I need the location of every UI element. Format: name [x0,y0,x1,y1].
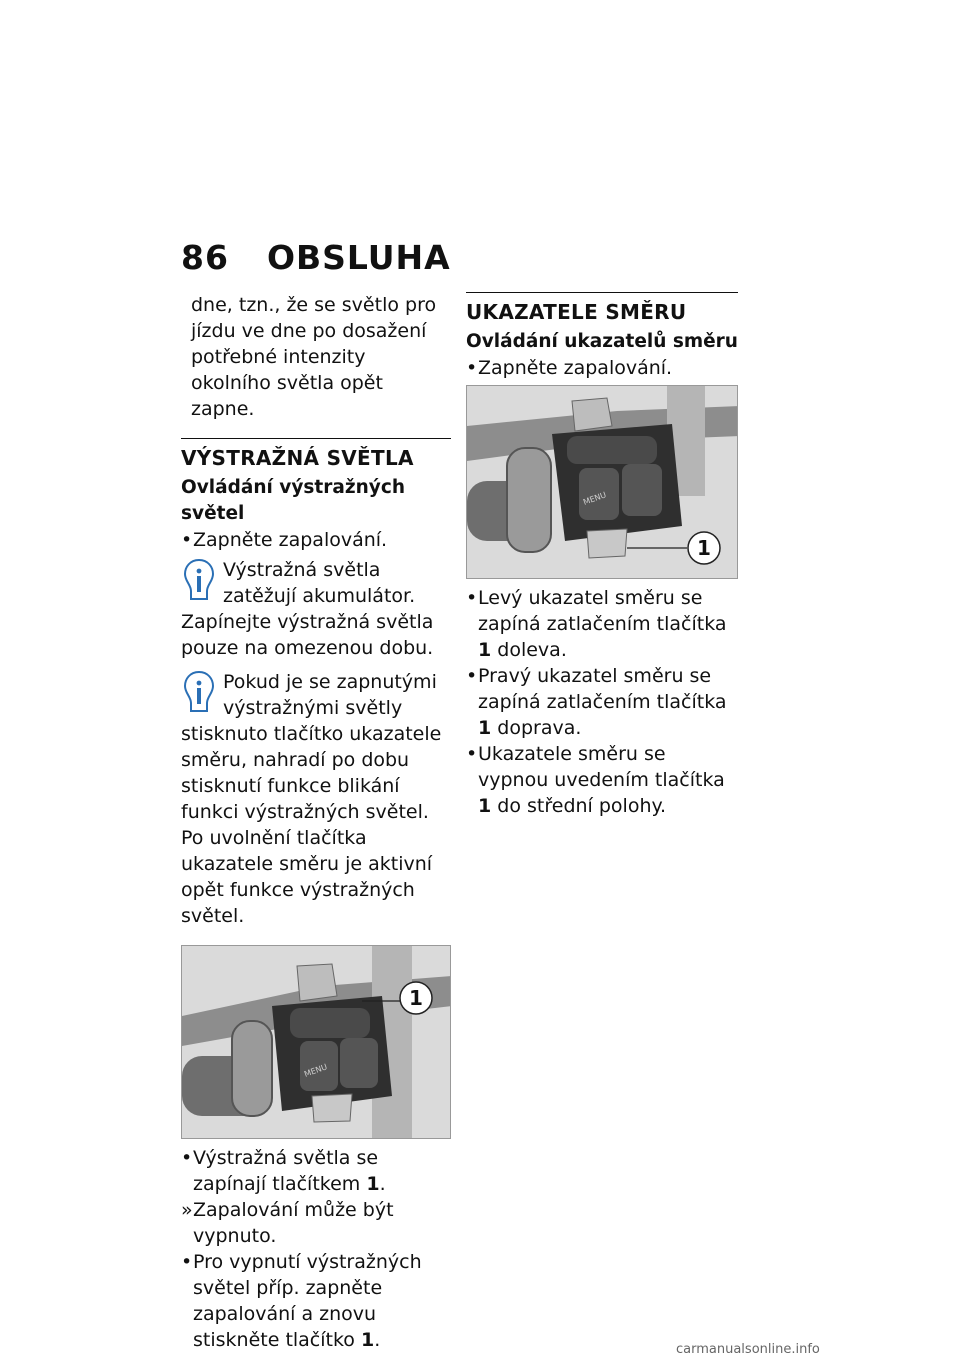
list-item: • Pro vypnutí výstražných světel příp. zapněte zapalování a znovu stiskněte tlačítko 1. [181,1251,422,1351]
section-divider [181,438,451,439]
list-item: • Zapněte zapalování. [466,357,673,379]
list-item: • Zapněte zapalování. [181,529,388,551]
list-item: • Levý ukazatel směru se zapíná zatlačením tlačítka 1 doleva. [466,587,727,661]
note-turn-signal: Pokud je se zapnutými výstražnými světly stisknuto tlačítko ukazatele směru, nahradí po dobu stisknutí funkce blikání funkci výstražných světel. Po uvolnění tlačítka ukazatele směru je aktivní opět funkce výstražných světel. [181,671,442,927]
note-battery: Výstražná světla zatěžují akumulátor. Zapínejte výstražná světla pouze na omezenou dobu. [181,559,434,659]
left-column [181,292,451,1353]
section-title: OBSLUHA [266,238,451,277]
list-item: • Pravý ukazatel směru se zapíná zatlačením tlačítka 1 doprava. [466,665,727,739]
turn-signal-switch-figure [466,385,738,579]
hazard-lights-subheading: Ovládání výstražných světel [181,477,406,524]
hazard-lights-heading: VÝSTRAŽNÁ SVĚTLA [181,446,414,470]
switch-label-menu: MENU [582,490,608,507]
turn-signals-subheading: Ovládání ukazatelů směru [466,331,738,352]
figure-callout: 1 [697,536,711,560]
page-number: 86 [181,238,229,277]
switch-label-menu: MENU [303,1062,329,1079]
hazard-switch-figure [181,945,451,1139]
turn-signals-heading: UKAZATELE SMĚRU [466,300,687,324]
continued-text: dne, tzn., že se světlo pro jízdu ve dne po dosažení potřebné intenzity okolního světla opět zapne. [191,294,437,420]
right-column [466,292,738,819]
footer-watermark: carmanualsonline.info [676,1342,820,1357]
section-divider [466,292,738,293]
handlebar-switch-illustration [182,946,451,1139]
list-item: • Ukazatele směru se vypnou uvedením tlačítka 1 do střední polohy. [466,743,725,817]
page-header [181,238,451,277]
info-icon [181,557,217,603]
figure-callout: 1 [409,986,423,1010]
list-item: • Výstražná světla se zapínají tlačítkem 1. [181,1147,386,1195]
result-item: » Zapalování může být vypnuto. [181,1199,394,1247]
info-icon [181,669,217,715]
